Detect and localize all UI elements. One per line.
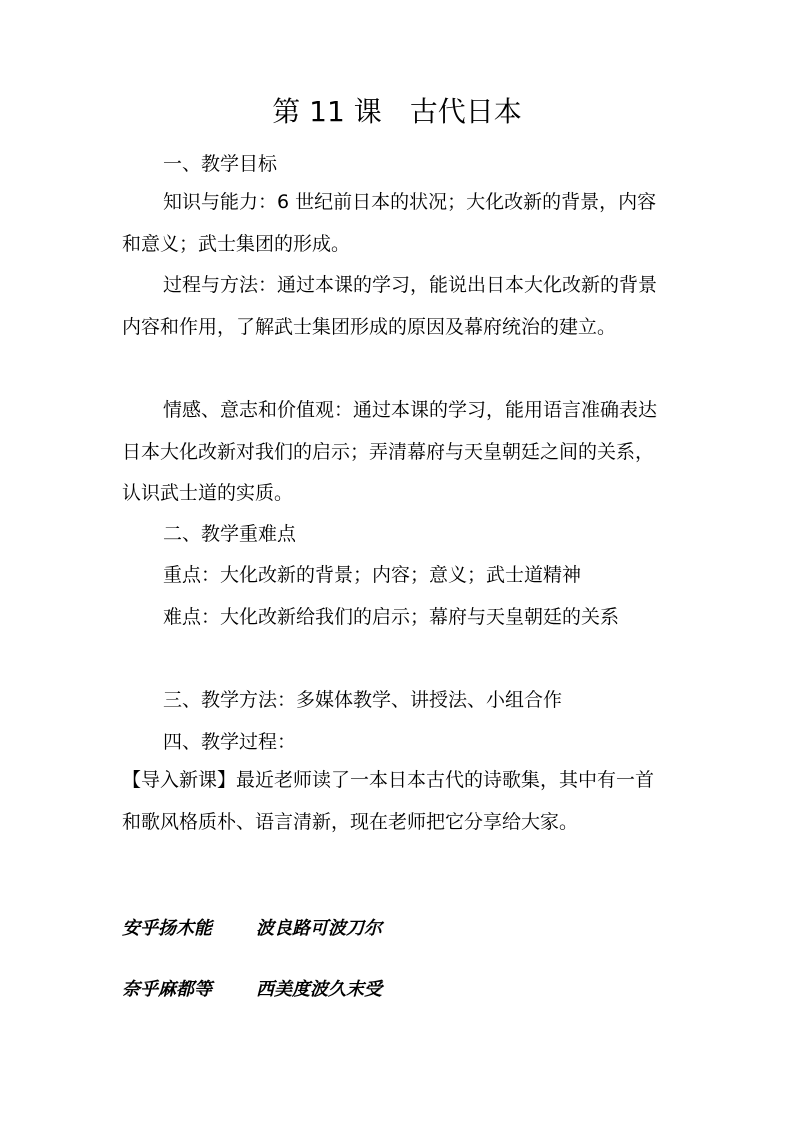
poem-line-2 (122, 977, 382, 1003)
teaching-process-heading: 四、教学过程： (163, 731, 297, 753)
poem-line-2-part-1: 奈乎麻都等 (122, 979, 212, 1000)
poem-line-1 (122, 916, 382, 942)
emotion-objective: 情感、意志和价值观：通过本课的学习，能用语言准确表达日本大化改新对我们的启示；弄清幕府与天皇朝廷之间的关系，认识武士道的实质。 (122, 399, 658, 504)
key-difficult-heading: 二、教学重难点 (163, 523, 297, 545)
objectives-heading: 一、教学目标 (163, 153, 278, 175)
teaching-methods: 三、教学方法：多媒体教学、讲授法、小组合作 (163, 689, 563, 711)
poem-line-1-part-1: 安乎扬木能 (122, 918, 212, 939)
lesson-title: 第 11 课 古代日本 (272, 95, 522, 128)
poem-line-2-part-2: 西美度波久末受 (256, 979, 382, 1000)
poem-line-1-part-2: 波良路可波刀尔 (256, 918, 382, 939)
difficult-points: 难点：大化改新给我们的启示；幕府与天皇朝廷的关系 (163, 606, 620, 628)
intro-paragraph: 【导入新课】最近老师读了一本日本古代的诗歌集，其中有一首和歌风格质朴、语言清新，现在老师把它分享给大家。 (122, 769, 655, 833)
key-points: 重点：大化改新的背景；内容；意义；武士道精神 (163, 564, 582, 586)
process-objective: 过程与方法：通过本课的学习，能说出日本大化改新的背景内容和作用，了解武士集团形成的原因及幕府统治的建立。 (122, 274, 658, 338)
knowledge-objective: 知识与能力：6 世纪前日本的状况；大化改新的背景，内容和意义；武士集团的形成。 (122, 191, 657, 255)
